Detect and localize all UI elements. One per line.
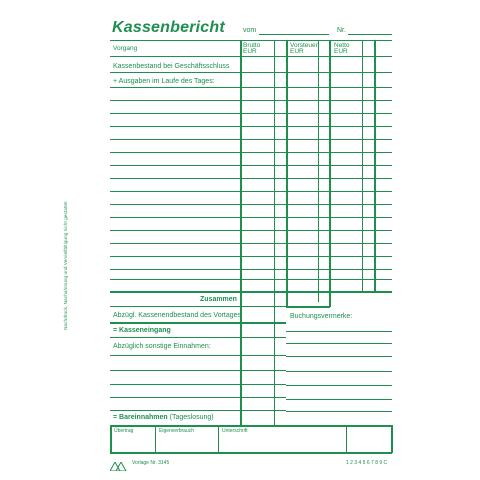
row-abzueglich-kassenendbestand: Abzügl. Kassenendbestand des Vortages (113, 312, 242, 319)
publisher-logo-icon (110, 458, 128, 476)
vom-label: vom (243, 27, 257, 34)
col-brutto: Brutto (243, 42, 261, 49)
row-bareinnahmen (113, 414, 214, 421)
print-numbers: 1 2 3 4 5 6 7 8 9 C (346, 460, 388, 466)
vorlage-number: Vorlage Nr. 3145 (132, 460, 170, 466)
col-brutto-unit: EUR (243, 48, 257, 55)
col-vorsteuer-unit: EUR (290, 48, 304, 55)
row-abzueglich-einnahmen: Abzüglich sonstige Einnahmen: (113, 343, 211, 350)
row-ausgaben: + Ausgaben im Laufe des Tages: (113, 78, 215, 85)
row-zusammen: Zusammen (200, 296, 237, 303)
col-netto-unit: EUR (334, 48, 348, 55)
footer-uebertrag: Übertrag (114, 428, 134, 434)
nr-label: Nr. (337, 27, 346, 34)
row-kasseneingang: = Kasseneingang (113, 327, 171, 334)
footer-eigenverbrauch: Eigenverbrauch (159, 428, 195, 434)
col-vorsteuer: Vorsteuer (290, 42, 318, 49)
form-title: Kassenbericht (112, 19, 225, 36)
bareinnahmen-suffix: (Tageslosung) (169, 414, 214, 421)
col-netto: Netto (334, 42, 350, 49)
margin-copyright: Nachdruck, Nachahmung und Vervielfältigung nicht gestattet (64, 201, 69, 330)
footer-unterschrift: Unterschrift (222, 428, 248, 434)
row-kassenbestand: Kassenbestand bei Geschäftsschluss (113, 63, 230, 70)
buchungsvermerke-label: Buchungsvermerke: (290, 313, 353, 320)
col-vorgang: Vorgang (113, 45, 138, 52)
bareinnahmen-label: = Bareinnahmen (113, 414, 168, 421)
